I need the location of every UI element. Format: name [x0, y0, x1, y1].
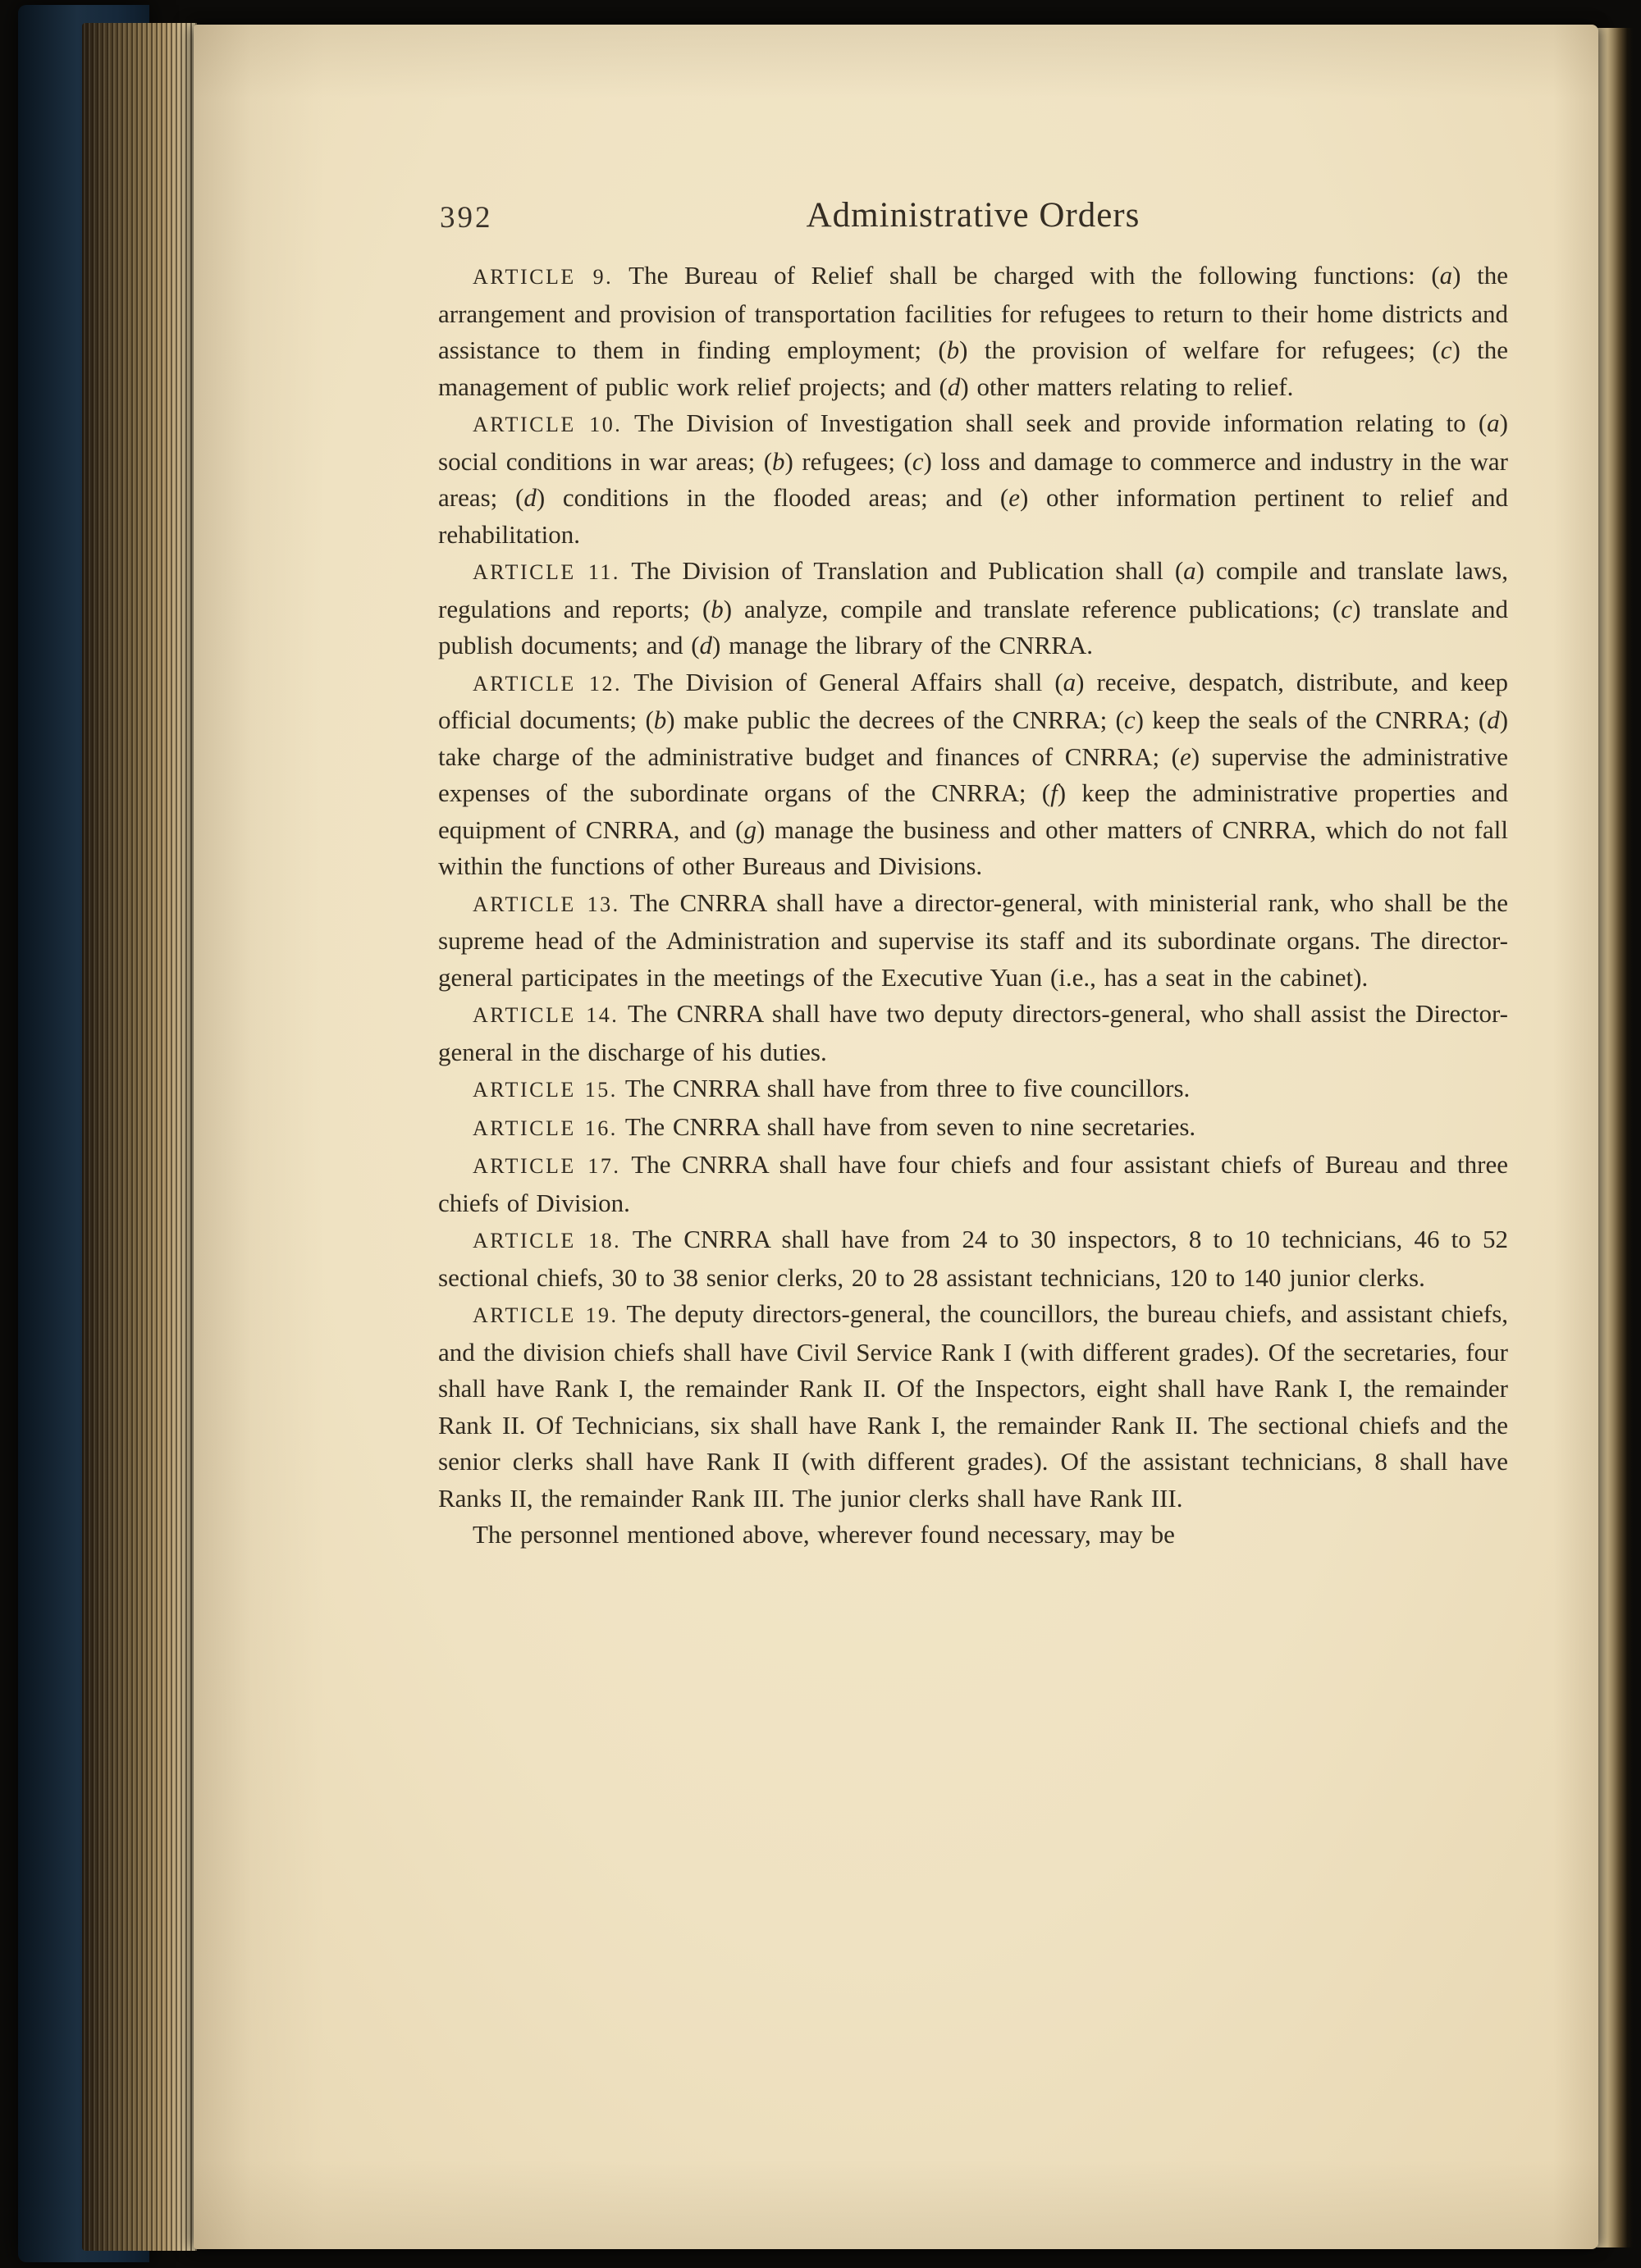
article-label: ARTICLE 16. [473, 1116, 618, 1140]
article-text: The CNRRA shall have from three to five councillors. [624, 1074, 1191, 1102]
article-text: The Division of Investigation shall seek and provide information relating to (a) social conditions in war areas; (b) refugees; (c) loss and damage to commerce and industry in the war areas; (d) conditions in the flooded areas; and (e) other information pertinent to relief and rehabilitation. [438, 408, 1509, 549]
article-paragraph [438, 1221, 1508, 1296]
article-text: The deputy directors-general, the councillors, the bureau chiefs, and assistant chiefs, and the division chiefs shall have Civil Service Rank I (with different grades). Of the secretaries, four shall have Rank I, the remainder Rank II. Of the Inspectors, eight shall have Rank I, the remainder Rank II. Of Technicians, six shall have Rank I, the remainder Rank II. The sectional chiefs and the senior clerks shall have Rank II (with different grades). Of the assistant technicians, 8 shall have Ranks II, the remainder Rank III. The junior clerks shall have Rank III. [438, 1299, 1509, 1513]
page-content [438, 195, 1508, 1554]
page-header [438, 195, 1508, 246]
article-text: The CNRRA shall have from seven to nine secretaries. [624, 1111, 1196, 1141]
article-label: ARTICLE 17. [473, 1154, 621, 1178]
article-text: The Division of Translation and Publication shall (a) compile and translate laws, regulations and reports; (b) analyze, compile and translate reference publications; (c) translate and publish documents; and (d) manage the library of the CNRRA. [438, 556, 1508, 659]
article-text: The CNRRA shall have from 24 to 30 inspectors, 8 to 10 technicians, 46 to 52 sectional chiefs, 30 to 38 senior clerks, 20 to 28 assistant technicians, 120 to 140 junior clerks. [438, 1225, 1509, 1292]
article-label: ARTICLE 15. [473, 1078, 618, 1102]
article-label: ARTICLE 13. [473, 892, 620, 916]
article-list [438, 258, 1508, 1554]
article-text: The CNRRA shall have two deputy directors-general, who shall assist the Director-general in the discharge of his duties. [438, 999, 1508, 1066]
article-label: ARTICLE 19. [473, 1303, 619, 1327]
article-paragraph [438, 885, 1508, 997]
article-label: ARTICLE 14. [473, 1003, 619, 1027]
article-paragraph [438, 553, 1508, 664]
article-paragraph [438, 1517, 1508, 1554]
article-label: ARTICLE 12. [473, 671, 622, 696]
article-label: ARTICLE 18. [473, 1229, 622, 1253]
article-label: ARTICLE 10. [473, 413, 623, 436]
article-text: The personnel mentioned above, wherever found necessary, may be [473, 1520, 1175, 1549]
article-text: The CNRRA shall have a director-general, with ministerial rank, who shall be the supreme head of the Administration and supervise its staff and its subordinate organs. The director-general participates in the meetings of the Executive Yuan (i.e., has a seat in the cabinet). [438, 888, 1508, 992]
article-paragraph [438, 996, 1508, 1070]
book-page [194, 25, 1598, 2249]
article-label: ARTICLE 9. [473, 265, 614, 289]
article-paragraph [438, 405, 1508, 553]
article-paragraph [438, 1147, 1508, 1221]
running-header: Administrative Orders [806, 196, 1140, 235]
article-paragraph [438, 258, 1508, 405]
article-paragraph [438, 664, 1508, 885]
article-paragraph [438, 1070, 1508, 1109]
page-edge-stack [82, 23, 197, 2251]
article-text: The CNRRA shall have four chiefs and four assistant chiefs of Bureau and three chiefs of Division. [438, 1150, 1508, 1217]
right-page-edge [1597, 28, 1633, 2247]
article-paragraph [438, 1109, 1508, 1148]
article-text: The Bureau of Relief shall be charged with the following functions: (a) the arrangement and provision of transportation facilities for refugees to return to their home districts and assistance to them in finding employment; (b) the provision of welfare for refugees; (c) the management of public work relief projects; and (d) other matters relating to relief. [438, 261, 1508, 401]
page-number: 392 [440, 201, 493, 235]
article-label: ARTICLE 11. [473, 560, 620, 584]
article-text: The Division of General Affairs shall (a) receive, despatch, distribute, and keep official documents; (b) make public the decrees of the CNRRA; (c) keep the seals of the CNRRA; (d) take charge of the administrative budget and finances of CNRRA; (e) supervise the administrative expenses of the subordinate organs of the CNRRA; (f) keep the administrative properties and equipment of CNRRA, and (g) manage the business and other matters of CNRRA, which do not fall within the functions of other Bureaus and Divisions. [438, 667, 1509, 880]
article-paragraph [438, 1296, 1508, 1517]
